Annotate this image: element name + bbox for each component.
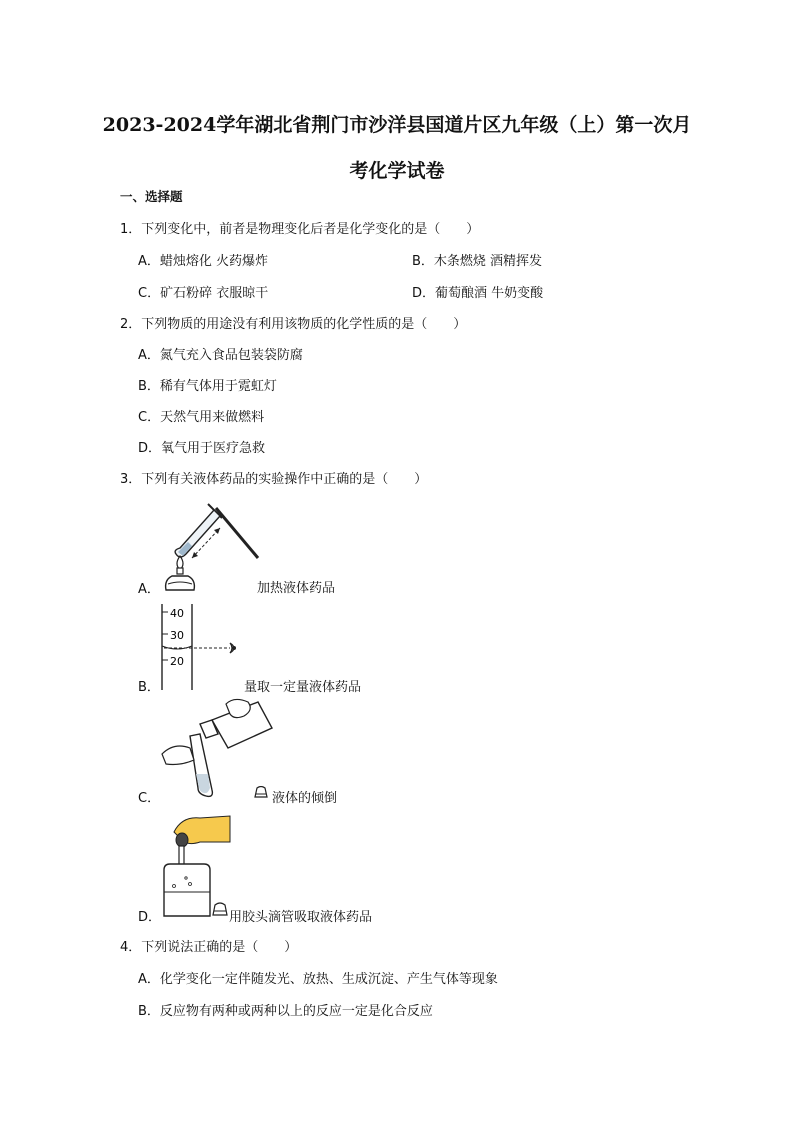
lamp-wick-holder — [177, 568, 183, 574]
question-4-option-b: B．反应物有两种或两种以上的反应一定是化合反应 — [138, 1004, 433, 1019]
question-1-option-a: A．蜡烛熔化 火药爆炸 — [138, 254, 269, 269]
hand-holding-tube — [162, 746, 194, 765]
eye-pupil — [232, 646, 236, 650]
question-3-option-c-caption: 液体的倾倒 — [272, 791, 338, 806]
question-1-option-c: C．矿石粉碎 衣服晾干 — [138, 286, 269, 301]
question-3-option-a-label: A． — [138, 582, 160, 597]
question-1-option-b: B．木条燃烧 酒精挥发 — [412, 254, 543, 269]
question-2-option-a: A．氮气充入食品包装袋防腐 — [138, 348, 303, 363]
question-4-option-a: A．化学变化一定伴随发光、放热、生成沉淀、产生气体等现象 — [138, 972, 498, 987]
question-2-option-b: B．稀有气体用于霓虹灯 — [138, 379, 277, 394]
heating-test-tube-figure — [158, 498, 264, 594]
dropper-bulb — [176, 833, 188, 847]
question-1-option-d: D．葡萄酿酒 牛奶变酸 — [412, 286, 544, 301]
tick-label-30: 30 — [170, 629, 184, 642]
tick-label-20: 20 — [170, 655, 184, 668]
reagent-bottle — [164, 864, 210, 916]
question-2-option-d: D．氧气用于医疗急救 — [138, 441, 266, 456]
bottle-stopper-icon — [254, 786, 268, 798]
question-3-option-c-label: C． — [138, 791, 161, 806]
question-3-option-d-caption: 用胶头滴管吸取液体药品 — [229, 910, 373, 925]
bottle-stopper-icon — [212, 902, 228, 916]
question-2-stem: 2．下列物质的用途没有利用该物质的化学性质的是（ ） — [120, 317, 467, 332]
question-4-stem: 4．下列说法正确的是（ ） — [120, 940, 298, 955]
question-3-stem: 3．下列有关液体药品的实验操作中正确的是（ ） — [120, 472, 428, 487]
pouring-liquid-figure — [160, 694, 278, 798]
question-1-stem: 1．下列变化中，前者是物理变化后者是化学变化的是（ ） — [120, 222, 480, 237]
question-2-option-c: C．天然气用来做燃料 — [138, 410, 265, 425]
tick-label-40: 40 — [170, 607, 184, 620]
section-heading: 一、选择题 — [120, 189, 183, 204]
question-3-option-b-caption: 量取一定量液体药品 — [244, 680, 362, 695]
page-title: 2023-2024学年湖北省荆门市沙洋县国道片区九年级（上）第一次月考化学试卷 — [102, 114, 692, 182]
arrow-head — [214, 528, 220, 534]
question-3-option-d-label: D． — [138, 910, 162, 925]
question-3-option-a-caption: 加热液体药品 — [257, 581, 336, 596]
holder-handle — [216, 508, 258, 558]
graduated-cylinder-figure — [158, 602, 244, 692]
question-3-option-b-label: B． — [138, 680, 160, 695]
